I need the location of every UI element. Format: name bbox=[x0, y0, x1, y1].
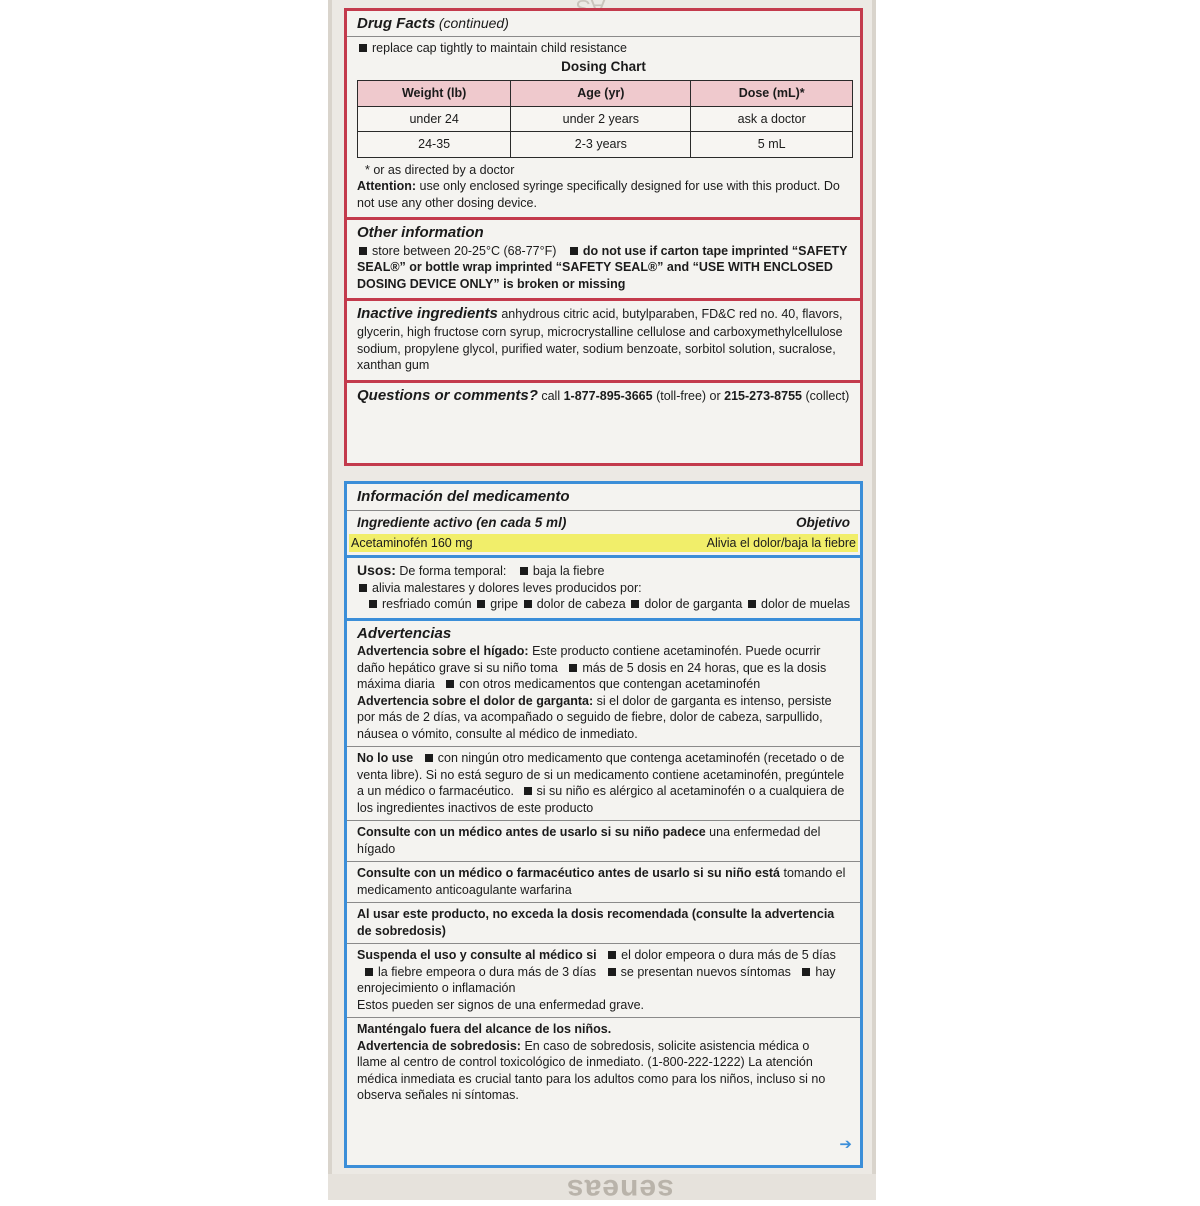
attention-note: Attention: use only enclosed syringe specifically designed for use with this product. Do not use any other dosing device. bbox=[357, 179, 840, 210]
dosing-section bbox=[347, 11, 860, 217]
bullet-icon bbox=[520, 567, 528, 575]
questions-section: Questions or comments? call 1-877-895-3665 (toll-free) or 215-273-8755 (collect) bbox=[347, 380, 860, 410]
advertencias-title: Advertencias bbox=[357, 624, 452, 642]
table-header: Weight (lb) bbox=[358, 81, 511, 107]
table-cell: under 2 years bbox=[511, 106, 691, 132]
informacion-title: Información del medicamento bbox=[357, 488, 570, 505]
advertencias-section bbox=[347, 618, 860, 747]
dosing-chart-table bbox=[357, 80, 853, 158]
informacion-medicamento-box bbox=[344, 481, 863, 1168]
stop-use-section: Suspenda el uso y consulte al médico si el dolor empeora o dura más de 5 días la fiebre empeora o dura más de 3 días se presentan nuevos síntomas hay enrojecimiento o inflamación Estos pueden ser signos de una enfermedad grave. bbox=[347, 943, 860, 1017]
carton-edge-left bbox=[328, 0, 332, 1200]
dosing-footnote: * or as directed by a doctor bbox=[365, 162, 515, 177]
carton-print-bottom: seneas bbox=[566, 1173, 674, 1206]
phone-toll-free: 1-877-895-3665 bbox=[563, 388, 653, 403]
active-ingredient-label: Ingrediente activo (en cada 5 ml) bbox=[357, 514, 567, 530]
throat-warning: Advertencia sobre el dolor de garganta: si el dolor de garganta es intenso, persiste por más de 2 días, va acompañado o seguido de fiebre, dolor de cabeza, sarpullido, náusea o vómito, consulte al médico de inmediato. bbox=[357, 693, 832, 741]
usos-section: Usos: De forma temporal: baja la fiebre alivia malestares y dolores leves producidos por: resfriado común gripe dolor de cabeza dolor de garganta dolor de muelas bbox=[347, 555, 860, 618]
safety-seal-text: do not use if carton tape imprinted “SAFETY SEAL®” or bottle wrap imprinted “SAFETY SEAL®” and “USE WITH ENCLOSED DOSING DEVICE ONLY” is broken or missing bbox=[357, 243, 848, 291]
bullet-icon bbox=[359, 247, 367, 255]
keep-away-text: Manténgalo fuera del alcance de los niños. bbox=[357, 1022, 612, 1037]
storage-text: store between 20-25°C (68-77°F) bbox=[372, 243, 557, 258]
other-information-section bbox=[347, 217, 860, 298]
table-cell: under 24 bbox=[358, 106, 511, 132]
table-cell: 5 mL bbox=[691, 132, 853, 158]
dosing-chart-title: Dosing Chart bbox=[561, 59, 646, 75]
continue-arrow-icon: ➔ bbox=[839, 1136, 852, 1154]
phone-collect: 215-273-8755 bbox=[724, 388, 802, 403]
bullet-icon bbox=[359, 44, 367, 52]
list-item: dolor de garganta bbox=[629, 596, 742, 613]
table-row bbox=[358, 132, 853, 158]
active-ingredient-section bbox=[347, 484, 860, 555]
consult-warfarin-section: Consulte con un médico o farmacéutico antes de usarlo si su niño está tomando el medicamento anticoagulante warfarina bbox=[347, 861, 860, 902]
inactive-ingredients-section bbox=[347, 298, 860, 379]
usos-list bbox=[357, 596, 850, 613]
table-header: Age (yr) bbox=[511, 81, 691, 107]
list-item: gripe bbox=[475, 596, 518, 613]
bullet-icon bbox=[359, 584, 367, 592]
liver-warning: Advertencia sobre el hígado: Este producto contiene acetaminofén. Puede ocurrir daño hepático grave si su niño toma más de 5 dosis en 24 horas, que es la dosis máxima diaria con otros medicamentos que contengan acetaminofén bbox=[357, 644, 827, 692]
carton-edge-right bbox=[872, 0, 876, 1200]
list-item: dolor de muelas bbox=[746, 596, 850, 613]
usos-label: Usos: bbox=[357, 562, 396, 579]
active-ingredient-highlight bbox=[349, 534, 858, 553]
replace-cap-text: replace cap tightly to maintain child resistance bbox=[372, 40, 627, 55]
table-cell: 24-35 bbox=[358, 132, 511, 158]
table-cell: ask a doctor bbox=[691, 106, 853, 132]
table-header-row bbox=[358, 81, 853, 107]
consult-liver-section: Consulte con un médico antes de usarlo si su niño padece una enfermedad del hígado bbox=[347, 820, 860, 861]
using-product-section: Al usar este producto, no exceda la dosis recomendada (consulte la advertencia de sobredosis) bbox=[347, 902, 860, 943]
table-row bbox=[358, 106, 853, 132]
other-information-title: Other information bbox=[357, 224, 484, 242]
drug-facts-continued: (continued) bbox=[438, 15, 509, 31]
inactive-ingredients-text: anhydrous citric acid, butylparaben, FD&C red no. 40, flavors, glycerin, high fructose corn syrup, microcrystalline cellulose and carboxymethylcellulose sodium, propylene glycol, purified water, sodium benzoate, sorbitol solution, sucralose, xanthan gum bbox=[357, 307, 843, 373]
table-cell: 2-3 years bbox=[511, 132, 691, 158]
drug-facts-box bbox=[344, 8, 863, 466]
overdose-section: Manténgalo fuera del alcance de los niños. Advertencia de sobredosis: En caso de sobredosis, solicite asistencia médica o llame al centro de control toxicológico de inmediato. (1-800-222-1222) La atención médica inmediata es crucial tanto para los adultos como para los niños, incluso si no observa señales ni síntomas. bbox=[347, 1017, 860, 1108]
bullet-icon bbox=[570, 247, 578, 255]
purpose-label: Objetivo bbox=[795, 514, 850, 530]
questions-title: Questions or comments? bbox=[357, 386, 538, 404]
inactive-ingredients-title: Inactive ingredients bbox=[357, 305, 498, 323]
no-lo-use-section: No lo use con ningún otro medicamento que contenga acetaminofén (recetado o de venta libre). Si no está seguro de si un medicamento contiene acetaminofén, pregúntele a un médico o farmacéutico. si su niño es alérgico al acetaminofén o a cualquiera de los ingredientes inactivos de este producto bbox=[347, 746, 860, 820]
table-header: Dose (mL)* bbox=[691, 81, 853, 107]
drug-facts-title: Drug Facts bbox=[357, 15, 436, 32]
purpose-value: Alivia el dolor/baja la fiebre bbox=[706, 535, 856, 550]
list-item: resfriado común bbox=[367, 596, 472, 613]
active-ingredient-value: Acetaminofén 160 mg bbox=[351, 535, 473, 550]
list-item: dolor de cabeza bbox=[522, 596, 626, 613]
